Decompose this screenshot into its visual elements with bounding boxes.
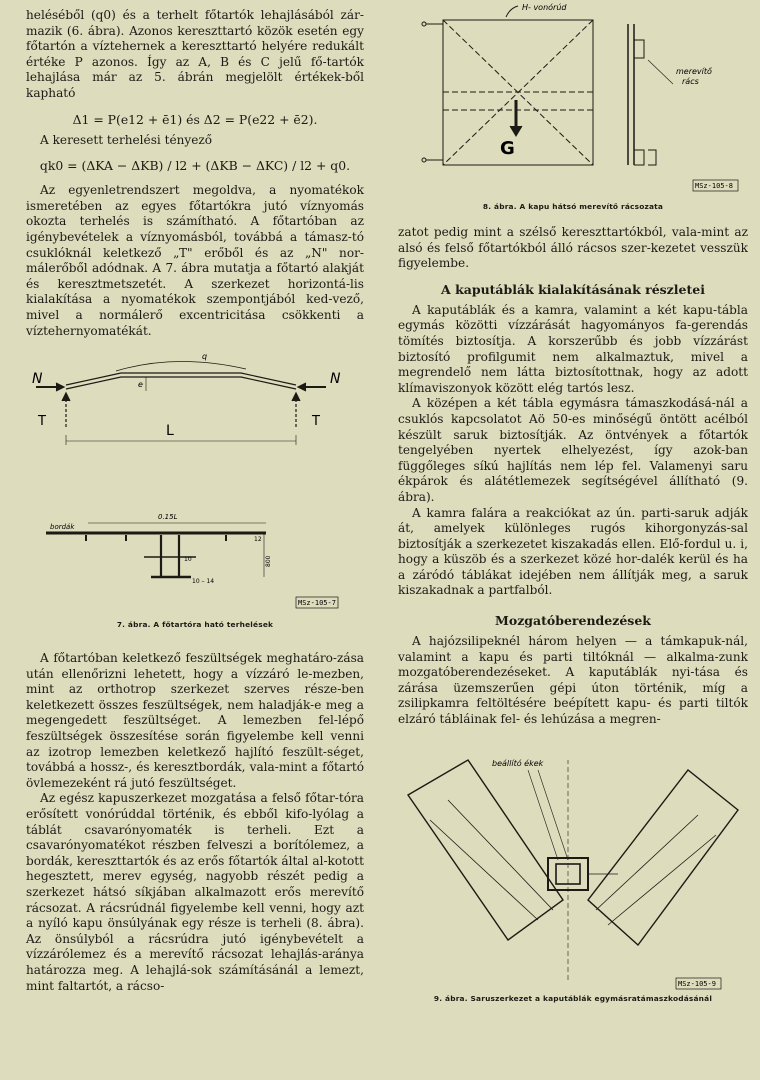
paragraph: A középen a két tábla egymásra támaszkodásá-nál a csuklós kapcsolatot Aö 50-es minőségű öntött acélból készült saruk biztosítják. Az öntvények a főtartók tengelyében nyertek elhelyezést, így azok-ban függőleges síkú hajlítás nem lép fel. Valamenyi saru ékpárok és alátétlemezek segítségével állítható (9. ábra). xyxy=(398,396,748,504)
dim-10-14: 10 – 14 xyxy=(192,578,215,586)
label-merevito: merevítő xyxy=(676,67,712,76)
dim-800: 800 xyxy=(265,555,272,568)
equation-deflection: Δ1 = P(e12 + ē1) és Δ2 = P(e22 + ē2). xyxy=(72,111,318,127)
paragraph: A hajózsilipeknél három helyen — a támkapuk-nál, valamint a kapu és parti tiltóknál — alkalma-zunk mozgatóberendezéseket. A kaputáblák nyi-tása és zárása üzemszerűen gépi úton történik, míg a zsilipkamra feltöltésére beépített kapu- és parti tiltók elzáró tábláinak fel- és lehúzása a megren- xyxy=(398,634,748,727)
paragraph: A kamra falára a reakciókat az ún. parti-saruk adják át, amelyek különleges rugós kihorgonyzás-sal biztosítják a szerkezetet kiszakadás ellen. Elő-fordul u. i, hogy a küszöb és a szerkezet közé hor-dalék kerül és ha a záródó táblákat idejében nem állítják meg, a saruk kiszakadnak a partfalból. xyxy=(398,505,748,598)
figure-8 xyxy=(398,0,748,200)
beam-bottom xyxy=(66,377,296,389)
leader xyxy=(506,6,518,17)
dim-top: 0.15L xyxy=(158,513,178,522)
label-N-right: N xyxy=(330,371,341,388)
label-T-right: T xyxy=(312,414,320,430)
figure-8-caption: 8. ábra. A kapu hátsó merevítő rácsozata xyxy=(482,202,664,211)
label-q: q xyxy=(202,352,208,362)
arrowhead xyxy=(298,383,306,391)
label-T-left: T xyxy=(38,414,46,430)
load-curve xyxy=(116,362,246,372)
paragraph: heléséből (q0) és a terhelt főtartók lehajlásából zár-mazik (6. ábra). Azonos kereszttartó közök esetén egy főtartón a víztehernek a kereszttartó helyére redukált értéke P azonos. Így az A, B és C jelű fő-tartók lehajlása már az 5. ábrán megjelölt értékek-ből kapható xyxy=(26,8,364,100)
figure-9-caption: 9. ábra. Saruszerkezet a kaputáblák egymásratámaszkodásánál xyxy=(433,993,713,1003)
right-column xyxy=(398,0,748,1003)
arrowhead xyxy=(56,383,64,391)
label-racs: rács xyxy=(682,77,699,86)
paragraph: A keresett terhelési tényező xyxy=(40,132,213,147)
beam-top xyxy=(66,373,296,385)
label-L: L xyxy=(166,423,174,440)
left-column xyxy=(26,0,364,994)
label-beallito-ekek: beállító ékek xyxy=(492,758,544,768)
figure-7 xyxy=(26,345,364,620)
paragraph: Az egyenletrendszert megoldva, a nyomatékok ismeretében az egyes főtartókra jutó víznyomás okozta terhelés is számítható. A főtartóban az igénybevételek a víznyomásból, továbbá a támasz-tó csuklóknál keletkező „T" erőből és az „N" nor-málerőből adódnak. A 7. ábra mutatja a főtartó alakját és keresztmetszetét. A szerkezet horizontá-lis kialakítása a nyomatékok szempontjából ked-vező, mivel a normálerő excentricitása csökkenti a víztehernyomatékát. xyxy=(26,183,364,338)
right-gate-leaf xyxy=(588,770,738,945)
dim-12: 12 xyxy=(254,536,262,544)
dim-10: 10 xyxy=(184,556,192,564)
left-gate-leaf xyxy=(408,760,563,940)
figure-mark: MSz-105-7 xyxy=(298,599,336,608)
label-bordak: bordák xyxy=(50,523,75,532)
figure-9 xyxy=(398,740,748,990)
paragraph: zatot pedig mint a szélső kereszttartókból, vala-mint az alsó és felső főtartókból álló rácsos szer-kezetet vesszük figyelembe. xyxy=(398,225,748,271)
label-e: e xyxy=(138,380,143,390)
paragraph: A főtartóban keletkező feszültségek meghatáro-zása után ellenőrizni lehetett, hogy a vízzáró le-mezben, mint az orthotrop szerkezet szerves része-ben keletkezett összes feszültségek, nem haladják-e meg a megengedett feszültséget. A lemezben fel-lépő feszültségek összesítése során figyelembe kell venni az izotrop lemezben keletkező hajlító feszült-séget, továbbá a hossz-, és keresztbordák, vala-mint a főtartó övlemezeként rá jutó feszültséget. xyxy=(26,651,364,790)
figure-mark: MSz-105-9 xyxy=(678,979,716,988)
label-N-left: N xyxy=(32,371,43,388)
figure-mark: MSz-105-8 xyxy=(695,182,733,190)
section-heading: A kaputáblák kialakításának részletei xyxy=(441,281,705,297)
section-heading: Mozgatóberendezések xyxy=(495,613,651,629)
equation-load-factor: qk0 = (ΔKA − ΔKB) / l2 + (ΔKB − ΔKC) / l2 + q0. xyxy=(39,158,351,174)
paragraph: A kaputáblák és a kamra, valamint a két kapu-tábla egymás közötti vízzárását hagyományos fa-gerendás tömítés biztosítja. A korszerűbb és jobb vízzárást biztosító profilgumit nem alkalmaztuk, mivel a megrendelő nem látta biztosítottnak, hogy az adott klímaviszonyok között elég tartós lesz. xyxy=(398,302,748,395)
paragraph: Az egész kapuszerkezet mozgatása a felső főtar-tóra erősített vonórúddal történik, és ebből kifo-lyólag a táblát csavarónyomaték is terheli. Ezt a csavarónyomatékot részben felveszi a borítólemez, a bordák, kereszttartók és az erős főtartók által al-kotott hegesztett, merev egység, nagyobb részét pedig a szerkezet hátsó síkjában alkalmazott erős merevítő rácsozat. A rácsrúdnál figyelembe kell venni, hogy azt a nyíló kapu önsúlyának egy része is terheli (8. ábra). Az önsúlyból a rácsrúdra jutó igénybevételt a vízzárólemez és a merevítő rácsozat lehajlás-aránya határozza meg. A lehajlá-sok számításánál a lemezt, mint faltartót, a rácso- xyxy=(26,791,364,993)
label-G: G xyxy=(500,138,515,159)
figure-7-caption: 7. ábra. A főtartóra ható terhelések xyxy=(116,620,274,630)
label-vonorud: H- vonórúd xyxy=(522,3,567,12)
